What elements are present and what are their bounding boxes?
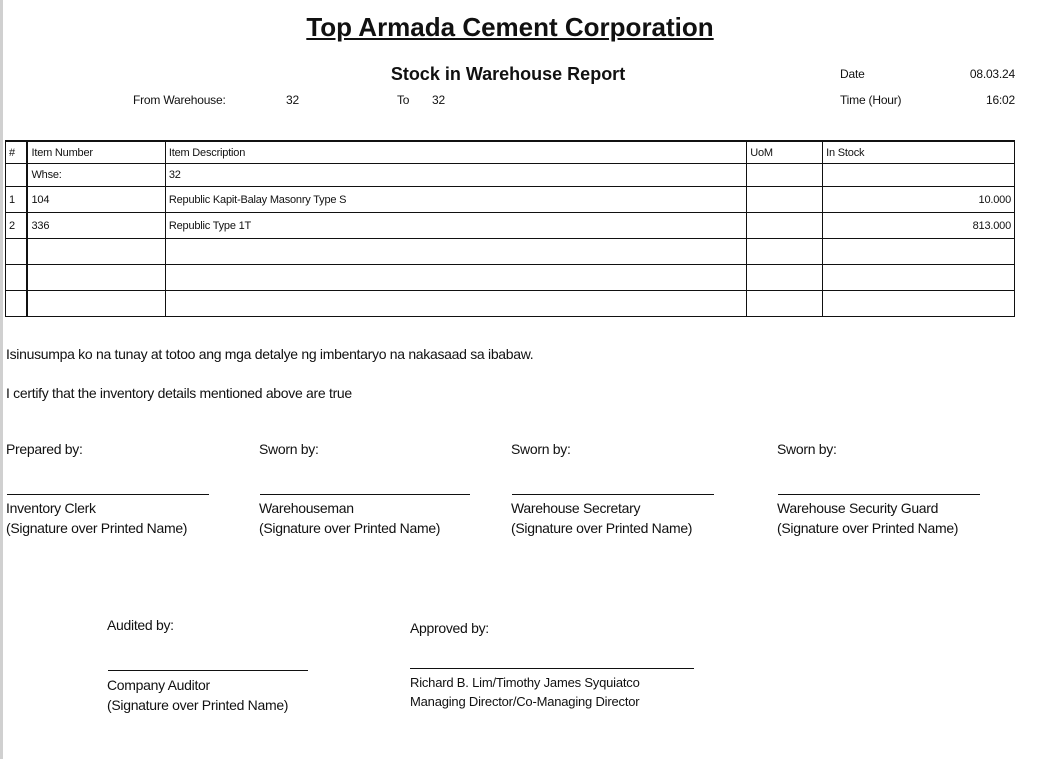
table-header-row	[6, 141, 1015, 164]
page-left-border	[0, 0, 3, 759]
item-description: Republic Kapit-Balay Masonry Type S	[165, 187, 746, 213]
oath-english: I certify that the inventory details mentioned above are true	[6, 385, 352, 401]
signature-line	[260, 494, 470, 495]
date-label: Date	[840, 67, 865, 81]
sworn-by-label: Sworn by:	[511, 441, 571, 457]
warehouseman-role: Warehouseman	[259, 500, 354, 516]
prepared-by-note: (Signature over Printed Name)	[6, 520, 188, 536]
auditor-note: (Signature over Printed Name)	[107, 697, 289, 713]
col-header-in-stock: In Stock	[823, 141, 1015, 164]
whse-value: 32	[165, 164, 746, 187]
from-warehouse-value: 32	[286, 93, 299, 107]
prepared-by-role: Inventory Clerk	[6, 500, 96, 516]
stock-table	[5, 140, 1015, 317]
time-value: 16:02	[985, 93, 1015, 107]
whse-label: Whse:	[27, 164, 165, 187]
item-uom	[747, 187, 823, 213]
signature-line	[778, 494, 980, 495]
item-number: 336	[27, 213, 165, 239]
warehouse-row	[6, 164, 1015, 187]
security-guard-note: (Signature over Printed Name)	[777, 520, 959, 536]
warehouseman-note: (Signature over Printed Name)	[259, 520, 441, 536]
approver-name: Richard B. Lim/Timothy James Syquiatco	[410, 675, 640, 690]
date-value: 08.03.24	[969, 67, 1015, 81]
table-row	[6, 187, 1015, 213]
time-label: Time (Hour)	[840, 93, 902, 107]
item-description: Republic Type 1T	[165, 213, 746, 239]
row-number: 1	[6, 187, 28, 213]
sworn-by-label: Sworn by:	[259, 441, 319, 457]
item-number: 104	[27, 187, 165, 213]
empty-row	[6, 265, 1015, 291]
col-header-item-number: Item Number	[27, 141, 165, 164]
row-number: 2	[6, 213, 28, 239]
col-header-no: #	[6, 141, 28, 164]
item-in-stock: 10.000	[823, 187, 1015, 213]
col-header-uom: UoM	[747, 141, 823, 164]
warehouse-secretary-note: (Signature over Printed Name)	[511, 520, 693, 536]
warehouse-secretary-role: Warehouse Secretary	[511, 500, 641, 516]
audited-by-label: Audited by:	[107, 617, 174, 633]
approver-title: Managing Director/Co-Managing Director	[410, 694, 640, 709]
report-title: Stock in Warehouse Report	[390, 64, 626, 84]
prepared-by-label: Prepared by:	[6, 441, 83, 457]
item-uom	[747, 213, 823, 239]
to-value: 32	[432, 93, 445, 107]
signature-line	[512, 494, 714, 495]
item-in-stock: 813.000	[823, 213, 1015, 239]
empty-row	[6, 239, 1015, 265]
security-guard-role: Warehouse Security Guard	[777, 500, 939, 516]
sworn-by-label: Sworn by:	[777, 441, 837, 457]
signature-line	[410, 668, 694, 669]
to-label: To	[397, 93, 410, 107]
approved-by-label: Approved by:	[410, 620, 489, 636]
col-header-description: Item Description	[165, 141, 746, 164]
signature-line	[108, 670, 308, 671]
oath-tagalog: Isinusumpa ko na tunay at totoo ang mga detalye ng imbentaryo na nakasaad sa ibabaw.	[6, 346, 534, 362]
auditor-role: Company Auditor	[107, 677, 210, 693]
from-warehouse-label: From Warehouse:	[133, 93, 226, 107]
company-name: Top Armada Cement Corporation	[306, 12, 714, 42]
signature-line	[7, 494, 209, 495]
empty-row	[6, 291, 1015, 317]
table-row	[6, 213, 1015, 239]
